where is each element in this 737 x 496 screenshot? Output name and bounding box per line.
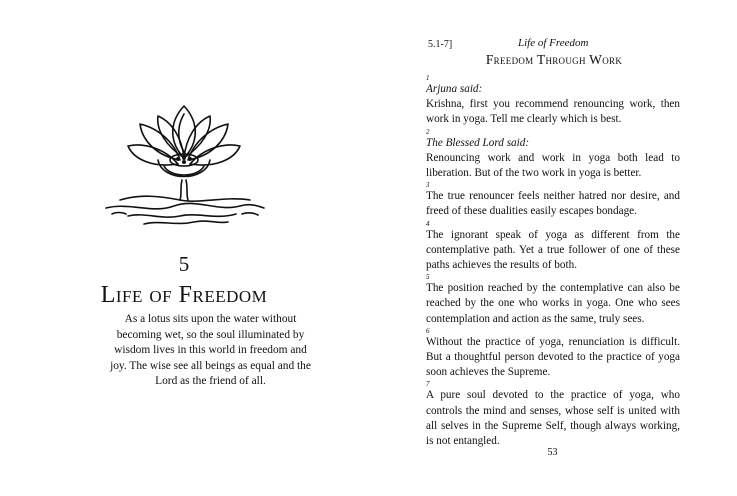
running-title: Life of Freedom [518,37,589,49]
verse [426,128,680,182]
verse-list [426,74,680,449]
verse-number: 4 [426,219,430,228]
verse-text: The position reached by the contemplative can also be reached by the one who works in yoga. One who sees contemplation and action as the same, truly sees. [426,282,680,325]
verse-number: 2 [426,127,430,136]
verse-speaker: Arjuna said: [426,83,483,95]
chapter-title: Life of Freedom [100,282,268,308]
running-reference: 5.1-7] [428,39,453,50]
verse-text: Krishna, first you recommend renouncing work, then work in yoga. Tell me clearly which is best. [426,98,680,126]
right-page [368,0,737,496]
verse [426,273,680,327]
verse [426,327,680,381]
verse-text: The true renouncer feels neither hatred nor desire, and freed of these dualities easily escapes bondage. [426,190,680,218]
verse-speaker: The Blessed Lord said: [426,136,530,149]
verse-text: A pure soul devoted to the practice of yoga, who controls the mind and senses, whose self is united with all selves in the Supreme Self, though always working, is not entangled. [426,389,680,448]
chapter-intro: As a lotus sits upon the water without becoming wet, so the soul illuminated by wisdom lives in this world in freedom and joy. The wise see all beings as equal and the Lord as the friend of all. [110,313,311,388]
section-title: Freedom Through Work [485,52,623,67]
verse [426,220,680,274]
verse [426,74,680,128]
page-number: 53 [547,447,558,458]
verse-text: Without the practice of yoga, renunciation is difficult. But a thoughtful person devoted to the practice of yoga soon achieves the Supreme. [426,335,680,379]
verse-text: The ignorant speak of yoga as different from the contemplative path. Yet a true follower of one of these paths achieves the results of both. [426,228,680,272]
verse-number: 1 [426,74,430,82]
verse-number: 7 [426,380,430,389]
verse-number: 5 [426,273,430,282]
verse-number: 6 [426,326,430,335]
left-page [0,0,368,496]
verse-number: 3 [426,181,430,190]
lotus-illustration [100,96,268,228]
verse [426,380,680,449]
chapter-number: 5 [178,252,190,276]
verse [426,181,680,219]
verse-text: Renouncing work and work in yoga both lead to liberation. But of the two work in yoga is better. [426,151,680,180]
